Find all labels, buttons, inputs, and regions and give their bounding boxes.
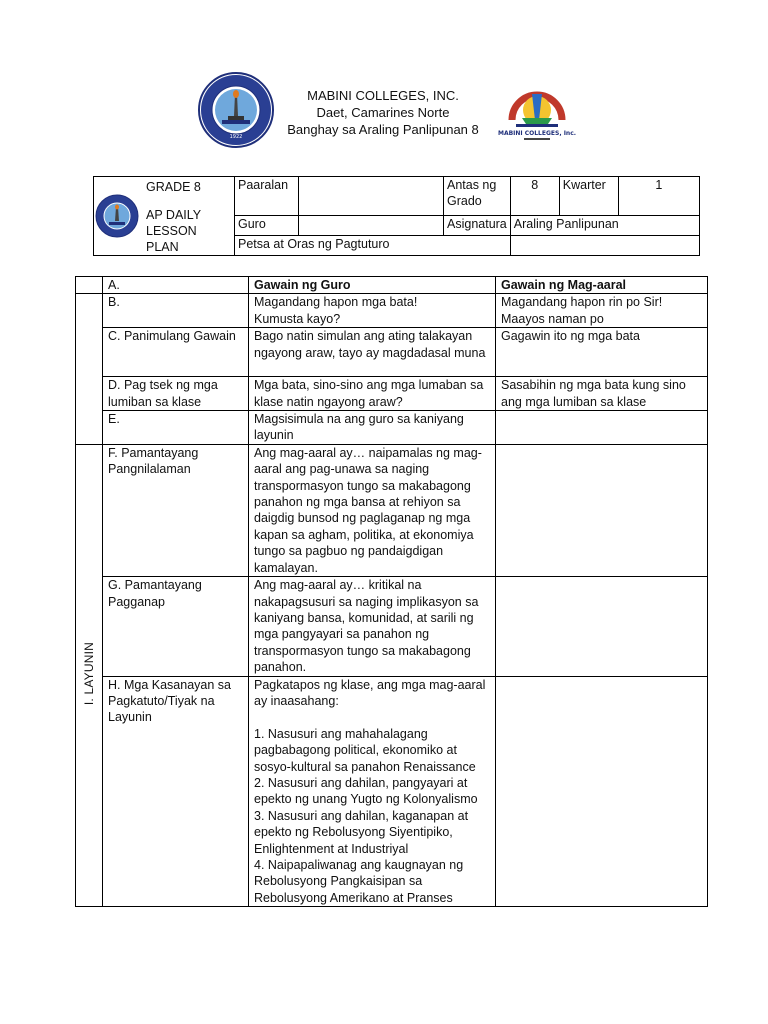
row-label: G. Pamantayang Pagganap: [103, 577, 249, 676]
table-row: [76, 328, 708, 377]
petsa-value: [510, 235, 699, 255]
plan-title: Banghay sa Araling Panlipunan 8: [287, 122, 479, 137]
antas-value: 8: [510, 177, 559, 216]
table-row: [76, 676, 708, 907]
teacher-activity: Magandang hapon mga bata! Kumusta kayo?: [249, 294, 496, 328]
ap-daily-lesson-plan-label: AP DAILY LESSON PLAN: [146, 208, 201, 254]
teacher-activity: Ang mag-aaral ay… kritikal na nakapagsusuri sa naging implikasyon sa kaniyang bansa, komunidad, at sarili ng mga pangyayari sa panahon ng transpormasyon tungo sa makabagong panahon.: [249, 577, 496, 676]
grade-cell: [140, 177, 235, 256]
asignatura-value: Araling Panlipunan: [510, 215, 699, 235]
table-row: [76, 411, 708, 445]
antas-label: Antas ng Grado: [444, 177, 511, 216]
lesson-info-table: [93, 176, 700, 256]
row-label: D. Pag tsek ng mga lumiban sa klase: [103, 377, 249, 411]
teacher-activity-header: Gawain ng Guro: [249, 277, 496, 294]
petsa-label: Petsa at Oras ng Pagtuturo: [235, 235, 511, 255]
teacher-activity: Pagkatapos ng klase, ang mga mag-aaral ay inaasahang: 1. Nasusuri ang mahahalagang pagbabagong political, ekonomiko at sosyo-kultural sa panahon Renaissance 2. Nasusuri ang dahilan, pangyayari at epekto ng unang Yugto ng Kolonyalismo 3. Nasusuri ang dahilan, kaganapan at epekto ng Rebolusyong Siyentipiko, Enlightenment at Industriyal 4. Naipapaliwanag ang kaugnayan ng Rebolusyong Pangkaisipan sa Rebolusyong Amerikano at Pranses: [249, 676, 496, 907]
student-activity-header: Gawain ng Mag-aaral: [496, 277, 708, 294]
header-text-block: [270, 87, 496, 138]
student-activity: [496, 676, 708, 907]
row-label: E.: [103, 411, 249, 445]
section-label-layunin: I. LAYUNIN: [81, 641, 96, 705]
table-row: [76, 294, 708, 328]
teacher-activity: Mga bata, sino-sino ang mga lumaban sa klase natin ngayong araw?: [249, 377, 496, 411]
row-label: B.: [103, 294, 249, 328]
paaralan-value: [299, 177, 444, 216]
student-activity: Magandang hapon rin po Sir! Maayos naman po: [496, 294, 708, 328]
college-of-education-logo-icon: [497, 80, 577, 142]
student-activity: [496, 577, 708, 676]
school-name: MABINI COLLEGES, INC.: [307, 88, 459, 103]
row-label: F. Pamantayang Pangnilalaman: [103, 444, 249, 576]
table-row: [76, 444, 708, 576]
student-activity: [496, 444, 708, 576]
svg-text:MABINI COLLEGES, Inc.: MABINI COLLEGES, Inc.: [497, 130, 577, 137]
student-activity: Gagawin ito ng mga bata: [496, 328, 708, 377]
table-row: [76, 577, 708, 676]
mabini-colleges-small-seal-icon: [95, 194, 139, 238]
paaralan-label: Paaralan: [235, 177, 299, 216]
section-spacer-cell: [76, 277, 103, 294]
grade-label: GRADE 8: [146, 180, 201, 194]
teacher-activity: Ang mag-aaral ay… naipamalas ng mag-aaral ang pag-unawa sa naging transpormasyon tungo sa makabagong panahon ng mga bansa at rehiyon sa daigdig bunsod ng paglaganap ng mga kapan sa agham, politika, at ekonomiya tungo sa pagbuo ng pandaigdigan kamalayan.: [249, 444, 496, 576]
school-location: Daet, Camarines Norte: [316, 105, 450, 120]
kwarter-label: Kwarter: [559, 177, 618, 216]
svg-text:1922: 1922: [229, 134, 243, 140]
section-label-cell: [76, 444, 103, 906]
teacher-activity: Bago natin simulan ang ating talakayan ngayong araw, tayo ay magdadasal muna: [249, 328, 496, 377]
section-spacer-cell: [76, 294, 103, 444]
kwarter-value: 1: [618, 177, 699, 216]
guro-label: Guro: [235, 215, 299, 235]
row-label: H. Mga Kasanayan sa Pagkatuto/Tiyak na Layunin: [103, 676, 249, 907]
row-label: C. Panimulang Gawain: [103, 328, 249, 377]
guro-value: [299, 215, 444, 235]
mabini-colleges-seal-icon: [198, 72, 274, 148]
student-activity: Sasabihin ng mga bata kung sino ang mga lumiban sa klase: [496, 377, 708, 411]
student-activity: [496, 411, 708, 445]
teacher-activity: Magsisimula na ang guro sa kaniyang layunin: [249, 411, 496, 445]
asignatura-label: Asignatura: [444, 215, 511, 235]
lesson-activities-table: [75, 276, 708, 907]
info-logo-cell: [94, 177, 141, 256]
row-label: A.: [103, 277, 249, 294]
table-row: [76, 377, 708, 411]
table-header-row: [76, 277, 708, 294]
